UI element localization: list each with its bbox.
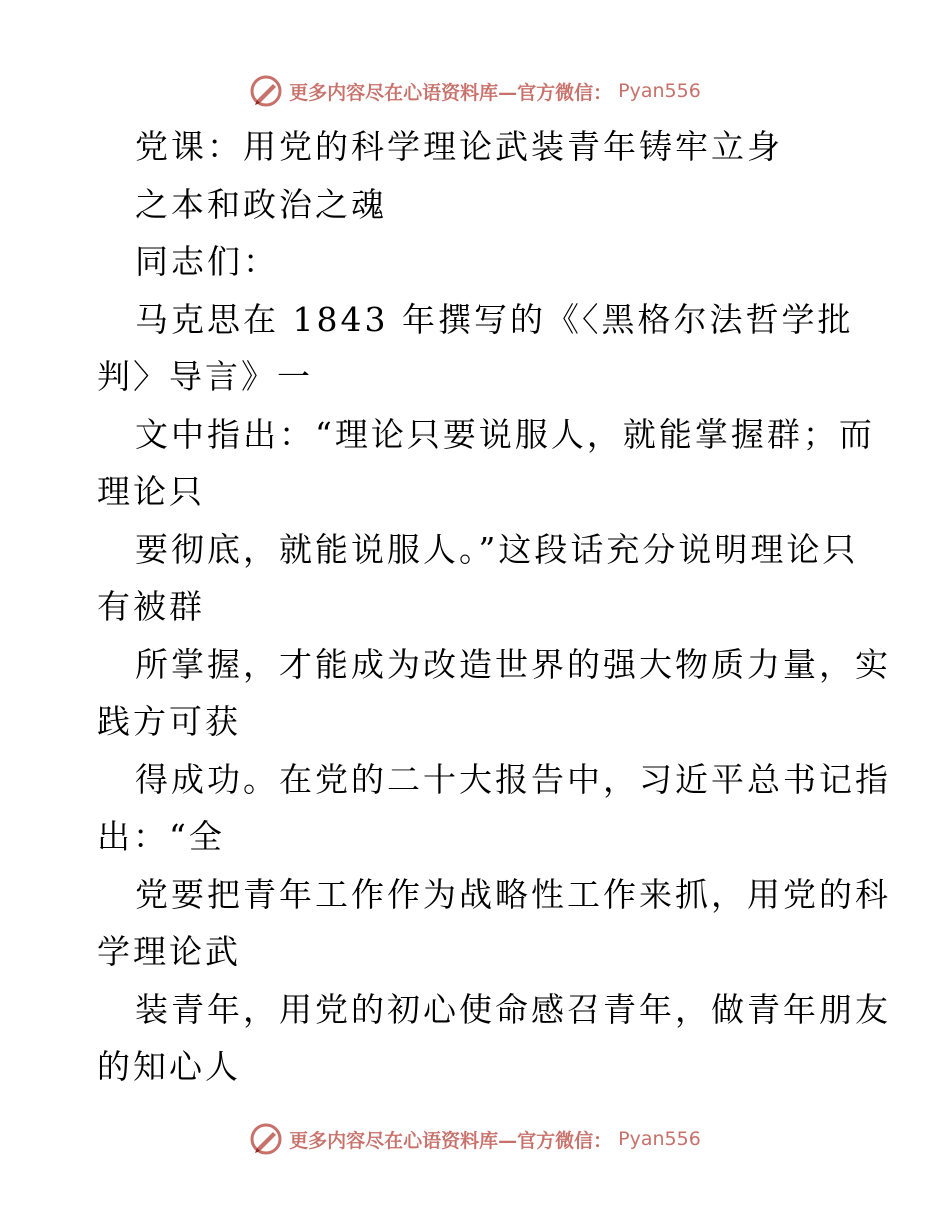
text-line: 践方可获 (97, 702, 241, 741)
watermark-text: 更多内容尽在心语资料库—官方微信： (289, 81, 613, 104)
text-line: 同志们： (135, 242, 279, 281)
text-line: 马克思在 1843 年撰写的《〈黑格尔法哲学批 (135, 299, 854, 339)
watermark-text: 更多内容尽在心语资料库—官方微信： (289, 1129, 613, 1152)
text-line: 理论只 (97, 472, 205, 511)
watermark-handle: Pyan556 (618, 80, 701, 102)
text-line: 得成功。在党的二十大报告中，习近平总书记指 (135, 759, 891, 799)
text-line: 装青年，用党的初心使命感召青年，做青年朋友 (135, 989, 891, 1029)
text-line: 党要把青年工作作为战略性工作来抓，用党的科 (135, 874, 891, 914)
text-line: 所掌握，才能成为改造世界的强大物质力量，实 (135, 644, 891, 684)
pen-logo-icon (249, 1122, 283, 1156)
watermark-handle: Pyan556 (618, 1128, 701, 1150)
text-line: 判〉导言》一 (97, 357, 313, 396)
text-line: 学理论武 (97, 932, 241, 971)
text-line: 之本和政治之魂 (135, 184, 387, 224)
watermark-footer (0, 1119, 950, 1159)
text-line: 文中指出：“理论只要说服人，就能掌握群；而 (135, 414, 875, 454)
document-body (97, 118, 891, 1096)
text-line: 要彻底，就能说服人。”这段话充分说明理论只 (135, 529, 859, 569)
pen-logo-icon (249, 74, 283, 108)
watermark-header (0, 71, 950, 111)
text-line: 党课：用党的科学理论武装青年铸牢立身 (135, 127, 783, 166)
text-line: 的知心人 (97, 1047, 241, 1086)
text-line: 有被群 (97, 587, 205, 626)
text-line: 出：“全 (97, 817, 225, 856)
